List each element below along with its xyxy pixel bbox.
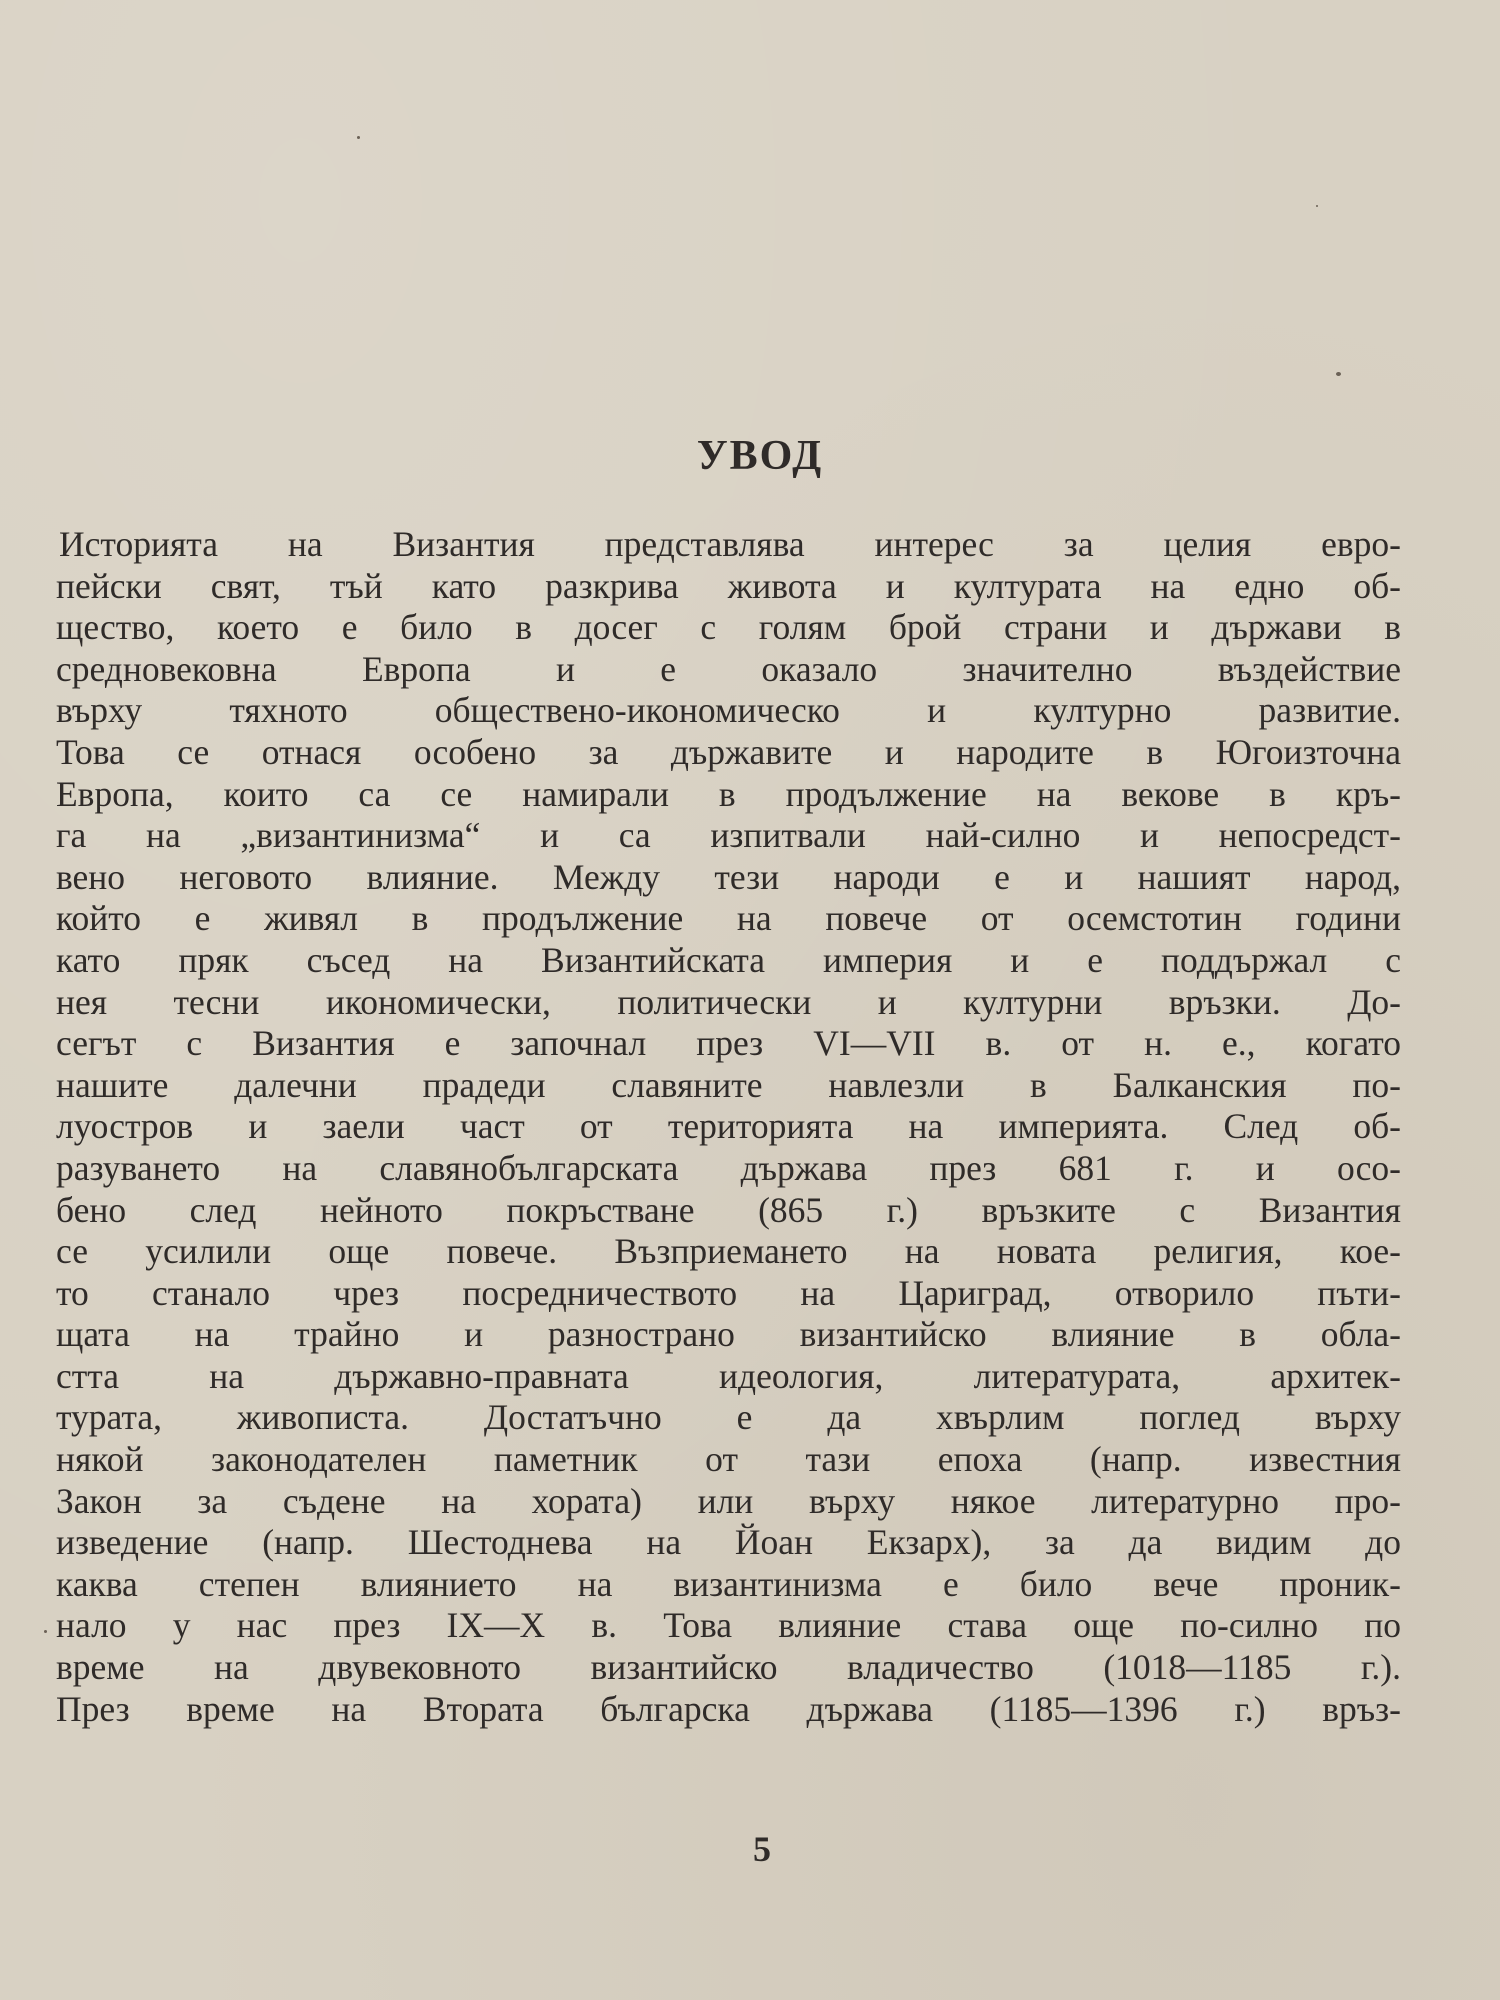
text-line: нея тесни икономически, политически и културни връзки. До- [56, 981, 1401, 1022]
text-line: щата на трайно и разнострано византийско влияние в обла- [56, 1314, 1401, 1355]
text-line: луостров и заели част от територията на империята. След об- [56, 1106, 1401, 1147]
text-line: га на „византинизма“ и са изпитвали най-силно и непосредст- [56, 815, 1401, 856]
text-line: нашите далечни прадеди славяните навлезли в Балканския по- [56, 1064, 1401, 1105]
text-line: щество, което е било в досег с голям брой страни и държави в [56, 607, 1401, 648]
text-line: турата, живописта. Достатъчно е да хвърлим поглед върху [56, 1397, 1401, 1438]
text-line: изведение (напр. Шестоднева на Йоан Екзарх), за да видим до [56, 1522, 1401, 1563]
text-line: Европа, които са се намирали в продължение на векове в кръ- [56, 773, 1401, 814]
chapter-title: УВОД [696, 433, 824, 479]
text-line: време на двувековното византийско владичество (1018—1185 г.). [56, 1647, 1401, 1688]
text-line: то станало чрез посредничеството на Цариград, отворило пъти- [56, 1272, 1401, 1313]
text-line: някой законодателен паметник от тази епоха (напр. известния [56, 1439, 1401, 1480]
text-line: върху тяхното обществено-икономическо и културно развитие. [56, 690, 1401, 731]
text-line: Това се отнася особено за държавите и народите в Югоизточна [56, 731, 1401, 772]
text-line: който е живял в продължение на повече от осемстотин години [56, 898, 1401, 939]
text-line: каква степен влиянието на византинизма е било вече проник- [56, 1563, 1401, 1604]
paper-speck [44, 1630, 47, 1633]
page-number: 5 [753, 1829, 771, 1869]
text-line: средновековна Европа и е оказало значително въздействие [56, 648, 1401, 689]
text-line: като пряк съсед на Византийската империя и е поддържал с [56, 939, 1401, 980]
text-line: нало у нас през IX—X в. Това влияние става още по-силно по [56, 1605, 1401, 1646]
text-line: Историята на Византия представлява интерес за целия евро- [59, 524, 1401, 564]
text-line: През време на Втората българска държава (1185—1396 г.) връз- [56, 1688, 1401, 1729]
paper-speck [1336, 372, 1341, 376]
text-line: разуването на славянобългарската държава през 681 г. и осо- [56, 1147, 1401, 1188]
text-line: стта на държавно-правната идеология, литературата, архитек- [56, 1355, 1401, 1396]
text-line: пейски свят, тъй като разкрива живота и културата на едно об- [56, 565, 1401, 606]
paper-speck [357, 136, 360, 139]
text-line: бено след нейното покръстване (865 г.) връзките с Византия [56, 1189, 1401, 1230]
text-line: сегът с Византия е започнал през VI—VII в. от н. е., когато [56, 1023, 1401, 1064]
paper-speck [1316, 205, 1318, 207]
text-line: се усилили още повече. Възприемането на новата религия, кое- [56, 1231, 1401, 1272]
text-line: вено неговото влияние. Между тези народи е и нашият народ, [56, 856, 1401, 897]
text-line: Закон за съдене на хората) или върху някое литературно про- [56, 1480, 1401, 1521]
intro-paragraph [56, 524, 1401, 1730]
